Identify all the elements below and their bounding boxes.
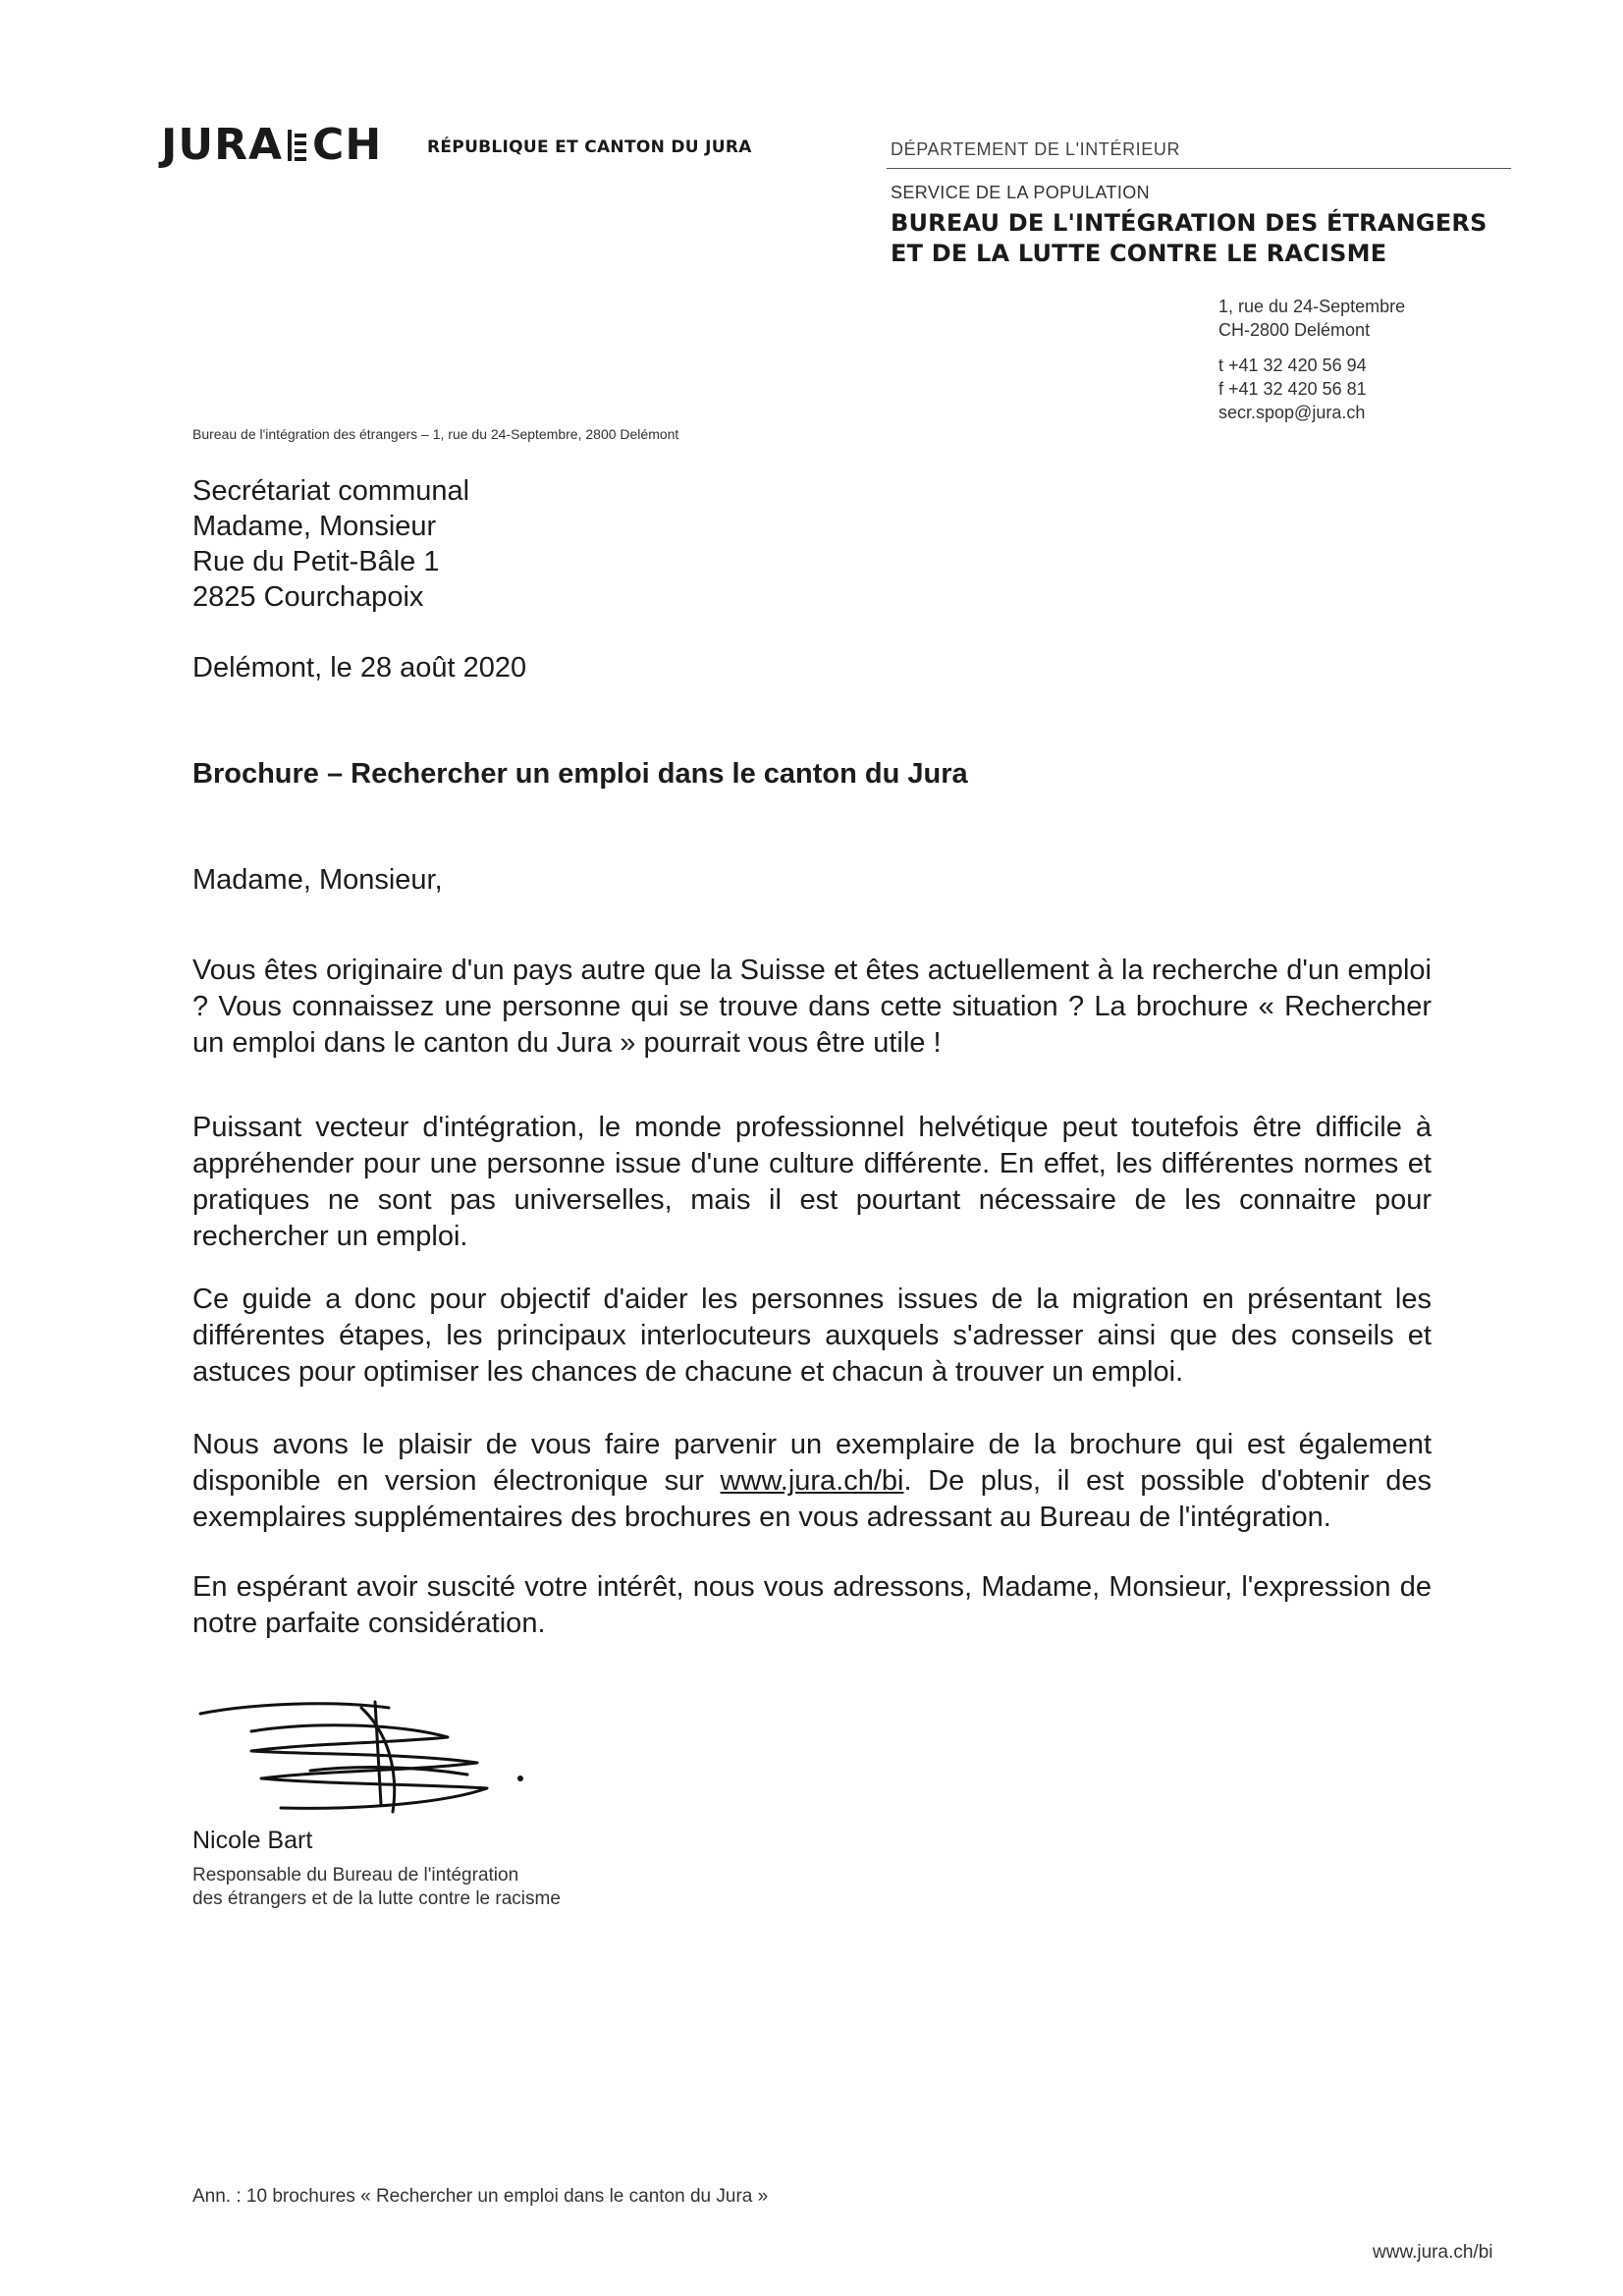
logo-text-ch: CH <box>312 120 383 170</box>
recipient-address <box>192 473 469 615</box>
republic-label: RÉPUBLIQUE ET CANTON DU JURA <box>427 137 752 157</box>
contact-phone: t +41 32 420 56 94 <box>1218 355 1367 375</box>
bureau-name-line2: ET DE LA LUTTE CONTRE LE RACISME <box>891 240 1387 267</box>
contact-address-street: 1, rue du 24-Septembre <box>1218 297 1406 316</box>
annex-note: Ann. : 10 brochures « Rechercher un emploi dans le canton du Jura » <box>192 2186 769 2207</box>
service-label: SERVICE DE LA POPULATION <box>891 183 1151 202</box>
recipient-line: Secrétariat communal <box>192 475 470 507</box>
crozier-emblem-icon <box>287 128 308 163</box>
paragraph-text: Nous avons le plaisir de vous faire parvenir un exemplaire de la brochure qui est également disponible en version électronique sur <box>192 1429 1432 1497</box>
recipient-line: 2825 Courchapoix <box>192 581 424 613</box>
signer-title <box>192 1864 561 1911</box>
signer-title-line2: des étrangers et de la lutte contre le racisme <box>192 1888 561 1909</box>
body-paragraph-5: En espérant avoir suscité votre intérêt, nous vous adressons, Madame, Monsieur, l'expression de notre parfaite considération. <box>192 1571 1432 1639</box>
handwritten-signature <box>192 1694 546 1822</box>
contact-fax: f +41 32 420 56 81 <box>1218 379 1367 399</box>
contact-email: secr.spop@jura.ch <box>1218 403 1366 422</box>
signer-title-line1: Responsable du Bureau de l'intégration <box>192 1865 519 1886</box>
letter-date: Delémont, le 28 août 2020 <box>192 652 527 683</box>
body-paragraph-4 <box>192 1427 1432 1536</box>
signer-name: Nicole Bart <box>192 1827 313 1854</box>
footer-website[interactable]: www.jura.ch/bi <box>1373 2242 1493 2263</box>
recipient-line: Madame, Monsieur <box>192 511 437 542</box>
body-paragraph-2: Puissant vecteur d'intégration, le monde professionnel helvétique peut toutefois être difficile à appréhender pour une personne issue d'une culture différente. En effet, les différentes normes et pratiques ne sont pas universelles, mais il est pourtant nécessaire de les connaitre pour rechercher un emploi. <box>192 1112 1432 1252</box>
jura-logo <box>161 118 383 170</box>
salutation: Madame, Monsieur, <box>192 864 443 896</box>
header-divider <box>887 168 1511 169</box>
contact-block <box>1218 295 1405 424</box>
body-paragraph-1: Vous êtes originaire d'un pays autre que la Suisse et êtes actuellement à la recherche d'un emploi ? Vous connaissez une personne qui se trouve dans cette situation ? La brochure « Rechercher un emploi dans le canton du Jura » pourrait vous être utile ! <box>192 955 1432 1059</box>
contact-address-city: CH-2800 Delémont <box>1218 320 1371 340</box>
paragraph-text: . De plus, il est possible d'obtenir des exemplaires supplémentaires des brochures en vous adressant au Bureau de l'intégration. <box>192 1465 1432 1533</box>
bureau-name-line1: BUREAU DE L'INTÉGRATION DES ÉTRANGERS <box>891 209 1488 237</box>
recipient-line: Rue du Petit-Bâle 1 <box>192 546 440 577</box>
body-paragraph-3: Ce guide a donc pour objectif d'aider les personnes issues de la migration en présentant les différentes étapes, les principaux interlocuteurs auxquels s'adresser ainsi que des conseils et astuces pour optimiser les chances de chacune et chacun à trouver un emploi. <box>192 1284 1432 1388</box>
sender-return-address: Bureau de l'intégration des étrangers – 1, rue du 24-Septembre, 2800 Delémont <box>192 426 679 442</box>
department-label: DÉPARTEMENT DE L'INTÉRIEUR <box>891 139 1181 159</box>
logo-text-jura: JURA <box>161 120 284 170</box>
letter-subject: Brochure – Rechercher un emploi dans le canton du Jura <box>192 758 968 790</box>
bureau-name <box>891 208 1488 269</box>
website-link[interactable]: www.jura.ch/bi <box>720 1465 904 1497</box>
